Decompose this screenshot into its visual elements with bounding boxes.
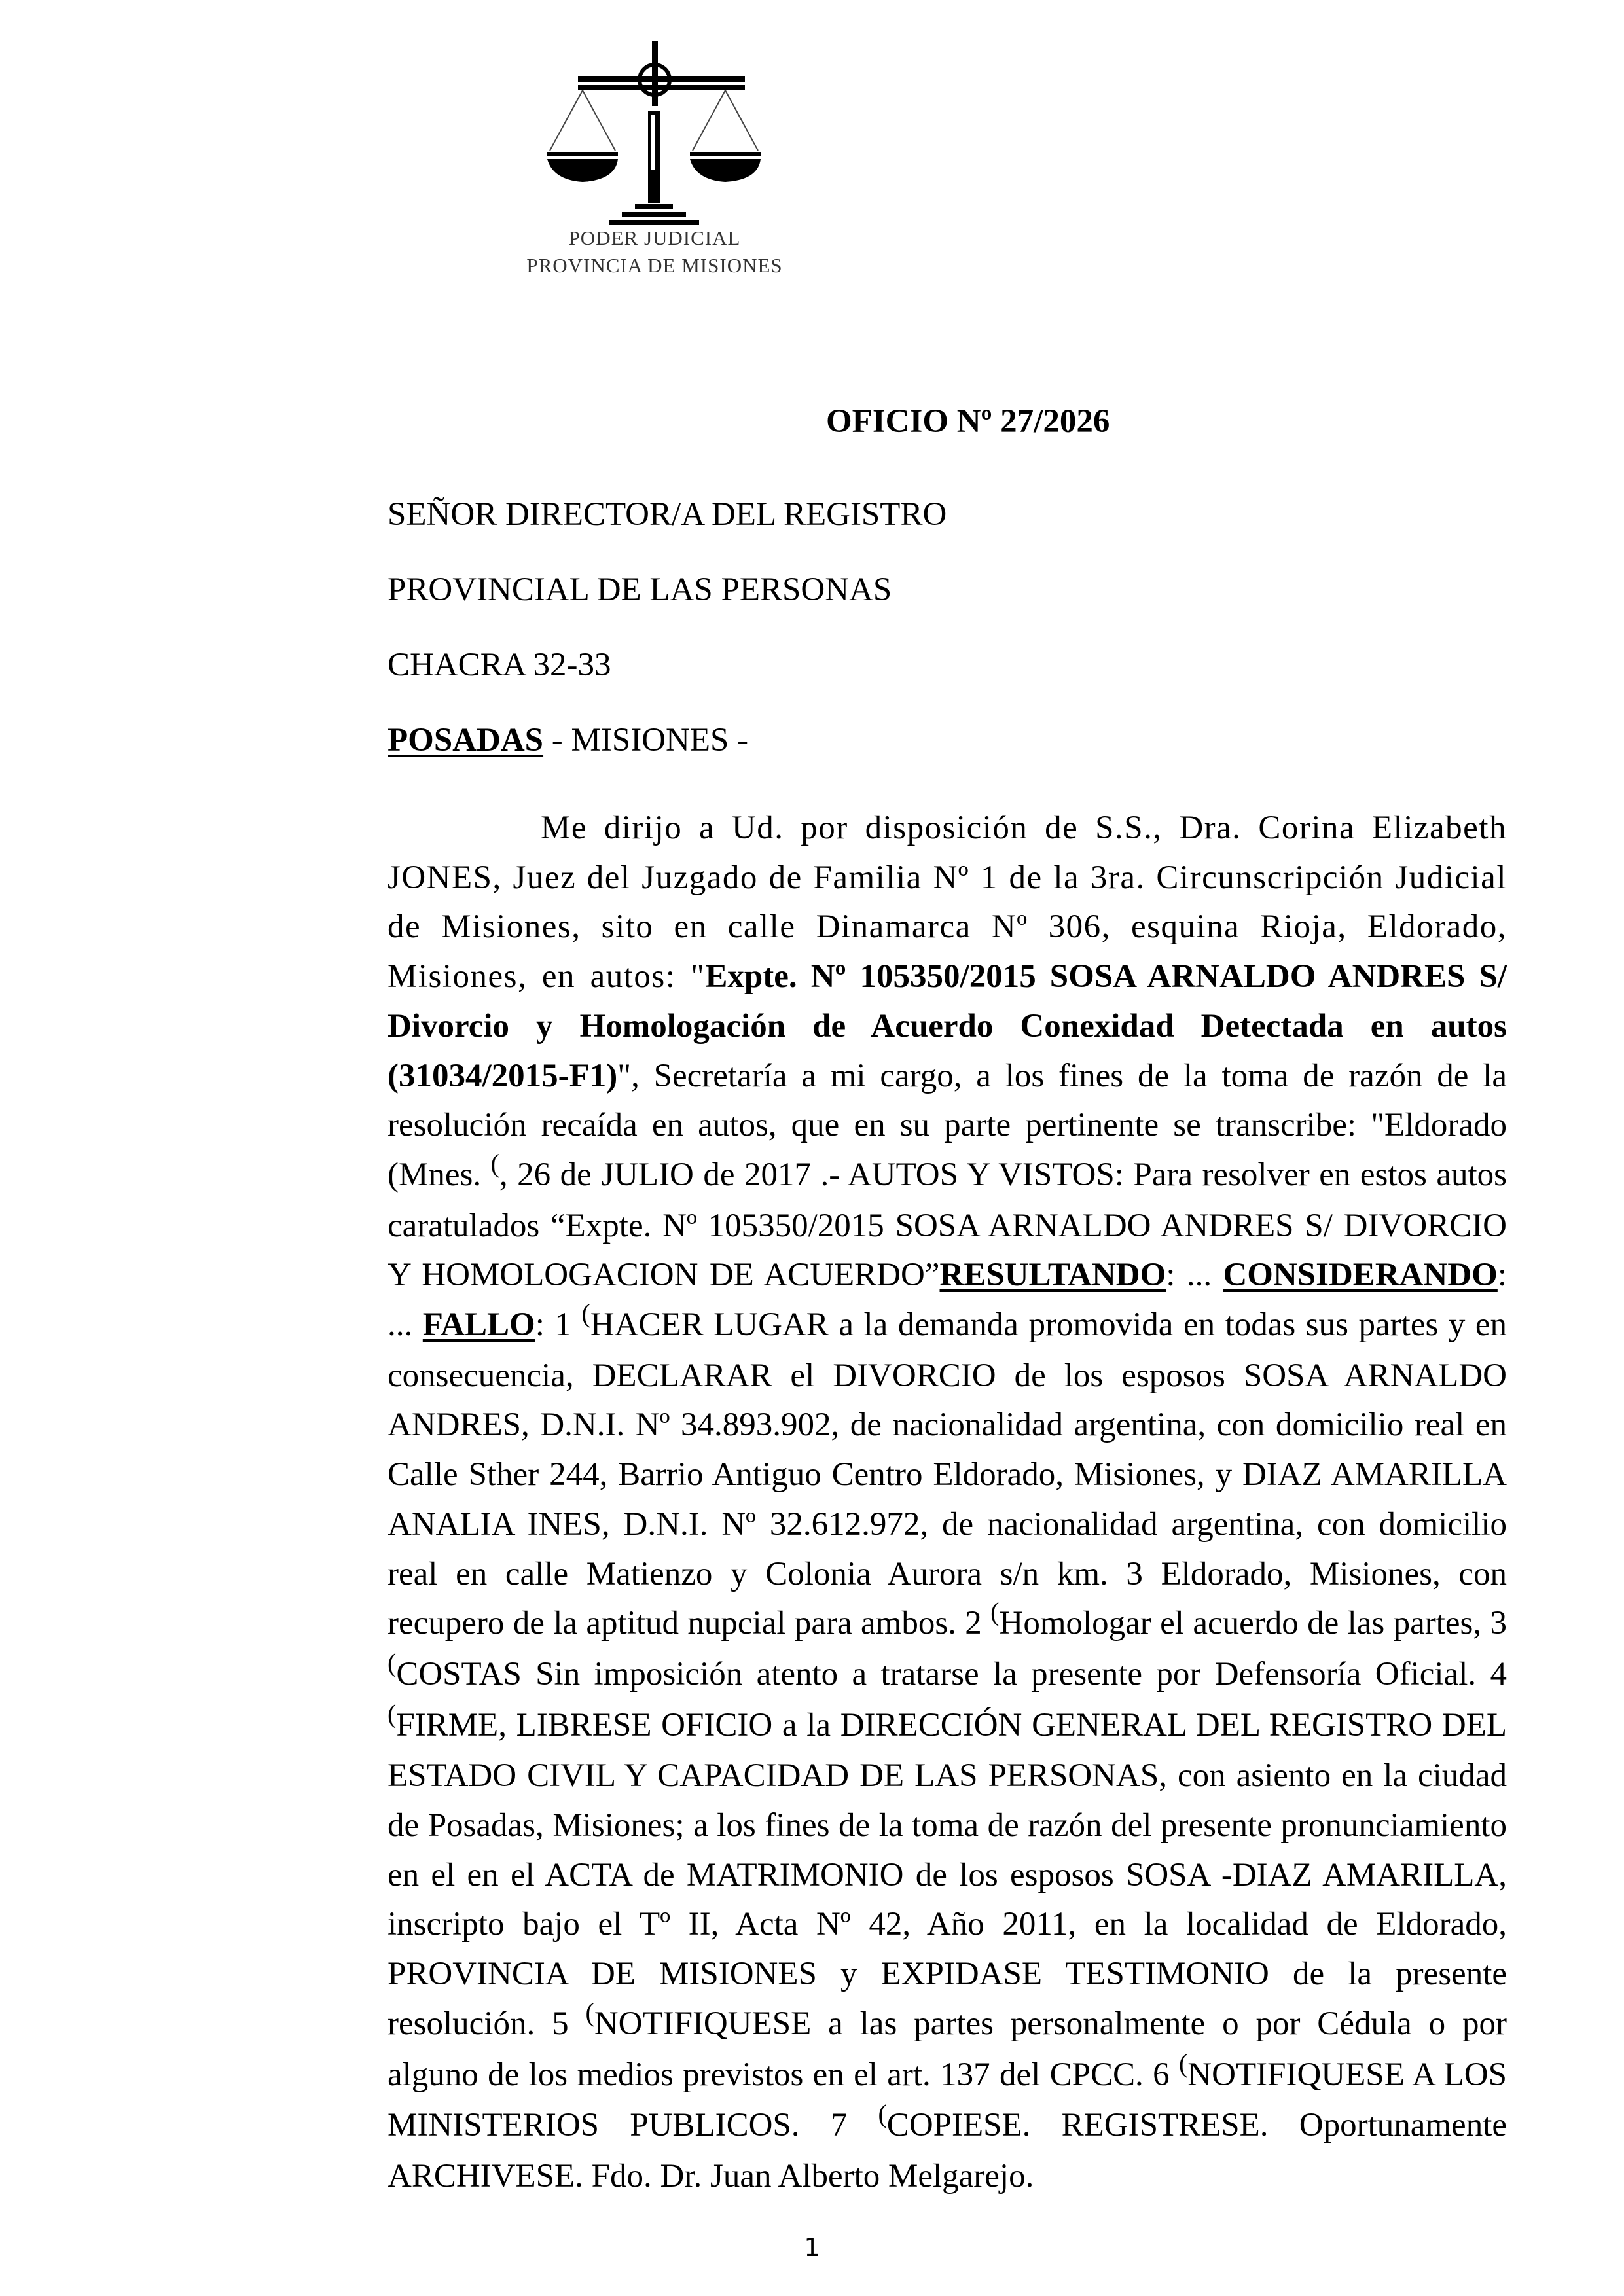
recipient-city: POSADAS — [388, 722, 544, 759]
body-secretaria: ", Secretaría a mi cargo, a los fines de la toma de razón de la resolución recaída en autos, que en su parte pertinente se transcribe: "Eldorado (Mnes. — [388, 1057, 1507, 1193]
document-title: OFICIO Nº 27/2026 — [826, 403, 1110, 440]
stray-paren-glyph: ( — [585, 1997, 594, 2027]
fallo-item-4: FIRME, LIBRESE OFICIO a la DIRECCIÓN GENERAL DEL REGISTRO DEL ESTADO CIVIL Y CAPACIDAD DE LAS PERSONAS, con asiento en la ciudad de Posadas, Misiones; a los fines de la toma de razón del presente pronunciamiento en el en el ACTA de MATRIMONIO de los esposos SOSA -DIAZ AMARILLA, inscripto bajo el Tº II, Acta Nº 42, Año 2011, en la localidad de Eldorado, PROVINCIA DE MISIONES y EXPIDASE TESTIMONIO de la presente resolución. 5 — [388, 1706, 1507, 2042]
heading-considerando: CONSIDERANDO — [1223, 1257, 1498, 1294]
stray-paren-glyph: ( — [878, 2099, 887, 2129]
separator-2: : ... — [388, 1257, 1507, 1344]
stray-paren-glyph: ( — [490, 1148, 499, 1178]
body-intro: Me dirijo a Ud. por disposición de S.S., Dra. Corina Elizabeth JONES, Juez del Juzgado de Familia Nº 1 de la 3ra. Circunscripción Judicial de Misiones, sito en calle Dinamarca Nº 306, esquina Rioja, Eldorado, Misiones, en autos: " — [388, 810, 1507, 996]
scales-of-justice-icon — [517, 39, 792, 229]
heading-fallo: FALLO — [422, 1306, 535, 1344]
fallo-item-7: COPIESE. REGISTRESE. Oportunamente ARCHIVESE. Fdo. Dr. Juan Alberto Melgarejo. — [388, 2107, 1507, 2195]
logo-line-provincia: PROVINCIA DE MISIONES — [526, 254, 783, 277]
fallo-item-5: NOTIFIQUESE a las partes personalmente o por Cédula o por alguno de los medios previstos en el art. 137 del CPCC. 6 — [388, 2005, 1507, 2093]
fallo-item-2: Homologar el acuerdo de las partes, 3 — [999, 1605, 1507, 1642]
recipient-line-3: CHACRA 32-33 — [388, 647, 611, 683]
stray-paren-glyph: ( — [1178, 2048, 1188, 2078]
separator-1: : ... — [1166, 1257, 1223, 1294]
page-number: 1 — [804, 2233, 820, 2262]
logo-line-poder-judicial: PODER JUDICIAL — [568, 226, 741, 249]
fallo-item-1-number: : 1 — [535, 1306, 582, 1344]
fallo-item-1: HACER LUGAR a la demanda promovida en todas sus partes y en consecuencia, DECLARAR el DIVORCIO de los esposos SOSA ARNALDO ANDRES, D.N.I. Nº 34.893.902, de nacionalidad argentina, con domicilio real en Calle Sther 244, Barrio Antiguo Centro Eldorado, Misiones, y DIAZ AMARILLA ANALIA INES, D.N.I. Nº 32.612.972, de nacionalidad argentina, con domicilio real en calle Matienzo y Colonia Aurora s/n km. 3 Eldorado, Misiones, con recupero de la aptitud nupcial para ambos. 2 — [388, 1306, 1507, 1642]
body-autos-vistos: , 26 de JULIO de 2017 .- AUTOS Y VISTOS: Para resolver en estos autos caratulados “Expte. Nº 105350/2015 SOSA ARNALDO ANDRES S/ DIVORCIO Y HOMOLOGACION DE ACUERDO” — [388, 1156, 1507, 1294]
stray-paren-glyph: ( — [990, 1597, 1000, 1627]
stray-paren-glyph: ( — [388, 1698, 397, 1729]
fallo-item-6: NOTIFIQUESE A LOS MINISTERIOS PUBLICOS. 7 — [388, 2056, 1507, 2144]
recipient-line-1: SEÑOR DIRECTOR/A DEL REGISTRO — [388, 496, 947, 533]
fallo-item-3: COSTAS Sin imposición atento a tratarse la presente por Defensoría Oficial. 4 — [396, 1655, 1507, 1693]
stray-paren-glyph: ( — [581, 1299, 590, 1329]
stray-paren-glyph: ( — [388, 1647, 397, 1677]
recipient-line-2: PROVINCIAL DE LAS PERSONAS — [388, 571, 892, 608]
body-paragraph — [388, 804, 1507, 2202]
recipient-city-line — [388, 721, 748, 759]
court-logo — [517, 39, 792, 295]
case-reference: Expte. Nº 105350/2015 SOSA ARNALDO ANDRES S/ Divorcio y Homologación de Acuerdo Conexidad Detectada en autos (31034/2015-F1) — [388, 958, 1507, 1094]
heading-resultando: RESULTANDO — [939, 1257, 1166, 1294]
recipient-province: - MISIONES - — [543, 722, 749, 759]
